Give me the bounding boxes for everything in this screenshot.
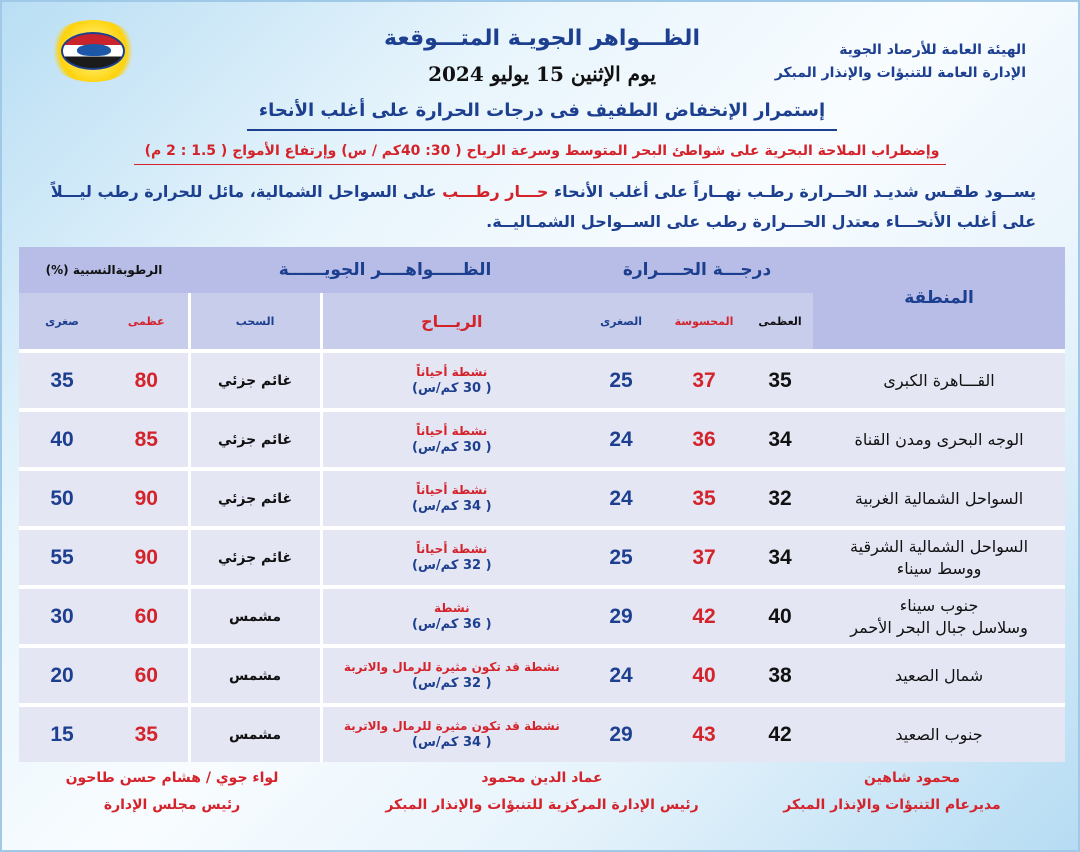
- forecast-date: يوم الإثنين 15 يوليو 2024: [428, 62, 656, 86]
- signature-left-role: رئيس مجلس الإدارة: [103, 797, 241, 813]
- temp-min: 29: [581, 705, 661, 762]
- group-temperature: درجـــة الحــــرارة: [581, 247, 813, 293]
- humidity-min: 15: [19, 705, 105, 762]
- wind-speed: ( 30 كم/س): [412, 381, 492, 396]
- wind-speed: ( 30 كم/س): [412, 440, 492, 455]
- temp-min: 25: [581, 528, 661, 587]
- temp-max: 40: [747, 587, 813, 646]
- humidity-max: 85: [105, 410, 189, 469]
- temp-min: 24: [581, 410, 661, 469]
- wind-desc: نشطة أحياناً: [416, 483, 488, 497]
- marine-warning: وإضطراب الملاحة البحرية على شواطئ البحر المتوسط وسرعة الرياح ( 30: 40كم / س) وإرتفاع الأمواج ( 1.5 : 2 م): [144, 143, 940, 159]
- temp-feels: 43: [661, 705, 747, 762]
- wind-cell: [321, 351, 581, 410]
- summary-part-a: يســود طقـس شديـد الحــرارة رطـب نهــاراً على أغلب الأنحاء: [548, 182, 1036, 201]
- wind-cell: [321, 646, 581, 705]
- wind-speed: ( 36 كم/س): [412, 617, 492, 632]
- humidity-min: 40: [19, 410, 105, 469]
- region-line-1: جنوب الصعيد: [895, 724, 983, 744]
- wind-speed: ( 32 كم/س): [412, 676, 492, 691]
- table-row: [19, 705, 1065, 762]
- wind-cell: [321, 587, 581, 646]
- wind-cell: [321, 528, 581, 587]
- clouds: مشمس: [189, 587, 321, 646]
- wind-desc: نشطة أحياناً: [416, 542, 488, 556]
- region-line-2: ووسط سيناء: [896, 558, 982, 578]
- humidity-max: 60: [105, 587, 189, 646]
- humidity-min: 30: [19, 587, 105, 646]
- wind-desc: نشطة: [433, 601, 470, 615]
- wind-desc: نشطة أحياناً: [416, 365, 488, 379]
- wind-speed: ( 32 كم/س): [412, 558, 492, 573]
- summary-line-2: على أغلب الأنحـــاء معتدل الحـــرارة رطب على الســواحل الشمـاليــة.: [486, 212, 1036, 231]
- col-max: العظمى: [747, 293, 813, 351]
- wind-speed: ( 34 كم/س): [412, 499, 492, 514]
- headline: إستمرار الإنخفاض الطفيف فى درجات الحرارة على أغلب الأنحاء: [258, 100, 826, 121]
- signature-right-role: مديرعام التنبؤات والإنذار المبكر: [783, 797, 1001, 813]
- region-line-1: جنوب سيناء: [899, 595, 979, 615]
- temp-feels: 37: [661, 528, 747, 587]
- signature-center-name: عماد الدين محمود: [481, 770, 603, 786]
- headline-underline: [247, 129, 837, 131]
- temp-max: 35: [747, 351, 813, 410]
- table-row: [19, 528, 1065, 587]
- signature-center-role: رئيس الإدارة المركزية للتنبؤات والإنذار المبكر: [385, 797, 699, 813]
- region-line-1: السواحل الشمالية الغربية: [854, 488, 1024, 508]
- humidity-min: 35: [19, 351, 105, 410]
- region-line-1: شمال الصعيد: [894, 665, 984, 685]
- bird-icon: [77, 44, 111, 56]
- humidity-max: 60: [105, 646, 189, 705]
- clouds: غائم جزئي: [189, 528, 321, 587]
- humidity-min: 20: [19, 646, 105, 705]
- logo-emblem: [61, 32, 125, 70]
- col-min: الصغرى: [581, 293, 661, 351]
- signature-right-name: محمود شاهين: [863, 770, 961, 786]
- temp-max: 38: [747, 646, 813, 705]
- region-line-1: السواحل الشمالية الشرقية: [850, 536, 1029, 556]
- table-row: [19, 410, 1065, 469]
- table-header-groups: [19, 247, 1065, 293]
- region-name: [813, 351, 1065, 410]
- wind-cell: [321, 705, 581, 762]
- wind-speed: ( 34 كم/س): [412, 735, 492, 750]
- group-humidity: الرطوبةالنسبية (%): [19, 247, 189, 293]
- wind-desc: نشطة أحياناً: [416, 424, 488, 438]
- temp-max: 34: [747, 528, 813, 587]
- wind-desc: نشطة قد تكون مثيرة للرمال والاتربة: [343, 660, 560, 674]
- region-name: [813, 410, 1065, 469]
- temp-min: 24: [581, 469, 661, 528]
- forecast-table: [19, 247, 1065, 762]
- col-region: المنطقة: [813, 247, 1065, 351]
- temp-min: 25: [581, 351, 661, 410]
- temp-feels: 36: [661, 410, 747, 469]
- page-title: الظـــواهر الجويـة المتـــوقعة: [383, 26, 700, 51]
- clouds: مشمس: [189, 705, 321, 762]
- region-line-2: وسلاسل جبال البحر الأحمر: [850, 617, 1028, 637]
- org-line-2: الإدارة العامة للتنبؤات والإنذار المبكر: [774, 65, 1026, 81]
- col-hum-min: صغرى: [19, 293, 105, 351]
- temp-min: 24: [581, 646, 661, 705]
- humidity-min: 55: [19, 528, 105, 587]
- region-name: [813, 469, 1065, 528]
- humidity-max: 35: [105, 705, 189, 762]
- humidity-max: 90: [105, 528, 189, 587]
- temp-feels: 37: [661, 351, 747, 410]
- temp-feels: 35: [661, 469, 747, 528]
- col-wind: الريـــاح: [321, 293, 581, 351]
- summary-part-b: حـــار رطـــب: [442, 182, 549, 201]
- region-line-1: الوجه البحرى ومدن القناة: [854, 429, 1024, 449]
- humidity-max: 90: [105, 469, 189, 528]
- col-clouds: السحب: [189, 293, 321, 351]
- temp-feels: 40: [661, 646, 747, 705]
- col-feels: المحسوسة: [661, 293, 747, 351]
- humidity-min: 50: [19, 469, 105, 528]
- group-weather: الظـــــواهــــر الجويــــــة: [189, 247, 581, 293]
- wind-cell: [321, 410, 581, 469]
- table-row: [19, 646, 1065, 705]
- table-row: [19, 587, 1065, 646]
- wind-desc: نشطة قد تكون مثيرة للرمال والاتربة: [343, 719, 560, 733]
- temp-min: 29: [581, 587, 661, 646]
- region-line-1: القـــاهرة الكبرى: [883, 370, 995, 390]
- wind-cell: [321, 469, 581, 528]
- org-line-1: الهيئة العامة للأرصاد الجوية: [839, 42, 1026, 58]
- summary-part-c: على السواحل الشمالية، مائل للحرارة رطب ليـــلاً: [50, 182, 443, 201]
- clouds: غائم جزئي: [189, 351, 321, 410]
- col-hum-max: عظمى: [105, 293, 189, 351]
- region-name: [813, 646, 1065, 705]
- clouds: غائم جزئي: [189, 469, 321, 528]
- region-name: [813, 528, 1065, 587]
- temp-max: 42: [747, 705, 813, 762]
- temp-max: 32: [747, 469, 813, 528]
- region-name: [813, 705, 1065, 762]
- clouds: غائم جزئي: [189, 410, 321, 469]
- signature-left-name: لواء جوي / هشام حسن طاحون: [65, 770, 279, 786]
- summary-line-1: [36, 182, 1036, 201]
- temp-feels: 42: [661, 587, 747, 646]
- region-name: [813, 587, 1065, 646]
- marine-underline: [134, 164, 946, 165]
- table-row: [19, 351, 1065, 410]
- ema-logo: [47, 20, 139, 82]
- clouds: مشمس: [189, 646, 321, 705]
- humidity-max: 80: [105, 351, 189, 410]
- table-row: [19, 469, 1065, 528]
- temp-max: 34: [747, 410, 813, 469]
